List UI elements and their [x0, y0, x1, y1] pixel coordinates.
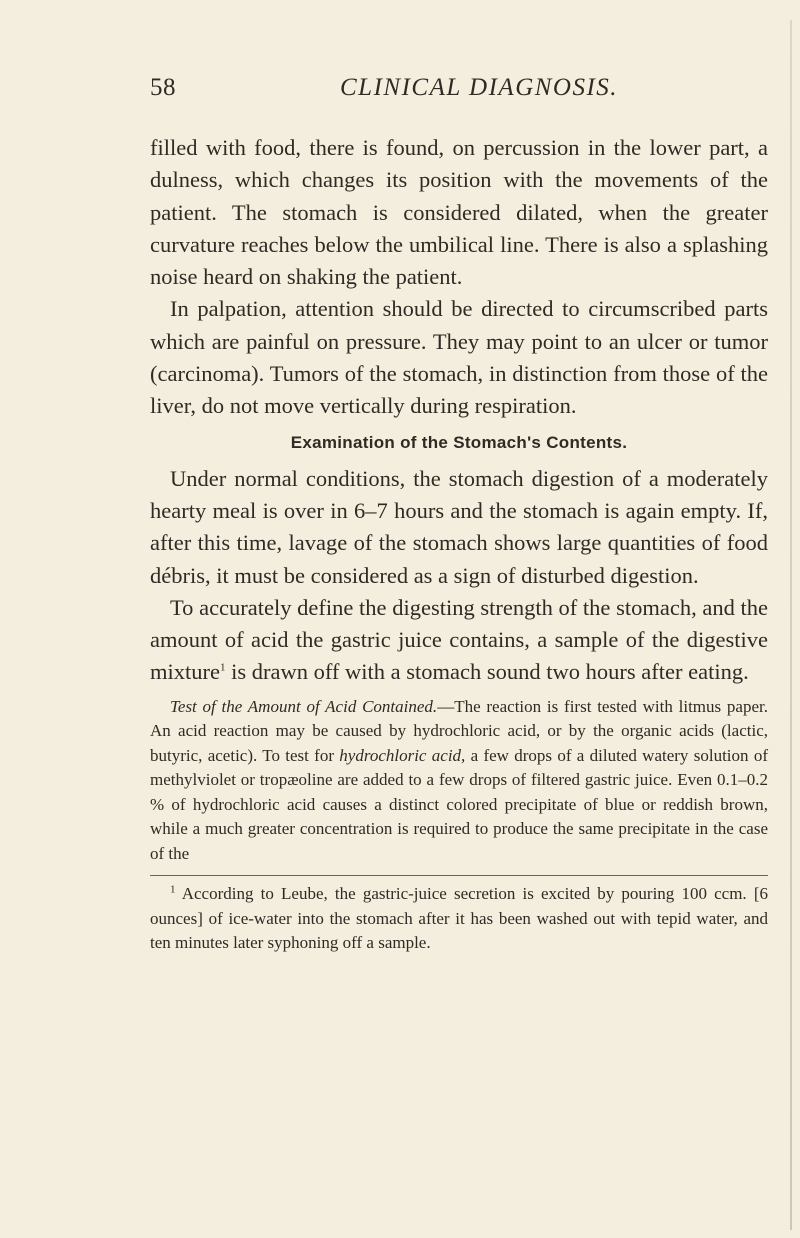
section-heading: Examination of the Stomach's Contents. [290, 432, 628, 452]
footnote-divider [150, 875, 768, 876]
paragraph-text: is drawn off with a stomach sound two hours after eating. [225, 659, 749, 685]
paragraph-palpation: In palpation, attention should be directed to circumscribed parts which are painful on pressure. They may point to an ulcer or tumor (carcinoma). Tumors of the stomach, in distinction from those of the liver, do not move vertically during respiration. [150, 296, 768, 419]
run-in-title: Test of the Amount of Acid Contained. [170, 696, 438, 716]
paragraph-text: To accurately define the digesting strength of the stomach, and the amount of acid the gastric juice contains, a sample of the digestive mixture [150, 594, 768, 685]
emphasized-term: hydrochloric acid, [339, 745, 466, 765]
footnote-marker: 1 [170, 883, 176, 896]
paragraph-digesting-strength [150, 592, 768, 689]
footnote-reference: 1 [219, 661, 226, 674]
paragraph-text: a few drops of a diluted watery solution of methylviolet or tropæoline are added to a few drops of filtered gastric juice. Even 0.1–0.2 % of hydrochloric acid causes a distinct colored precipitate of blue or reddish brown, while a much greater concentration is required to produce the same precipitate in the case of the [150, 745, 768, 863]
footnote [150, 882, 768, 956]
page-number: 58 [150, 74, 176, 101]
page-body [150, 132, 768, 956]
running-head [150, 74, 770, 114]
running-title: CLINICAL DIAGNOSIS. [340, 74, 619, 101]
footnote-text: According to Leube, the gastric-juice secretion is excited by pouring 100 ccm. [6 ounces] of ice-water into the stomach after it has been washed out with tepid water, and ten minutes later syphoning off a sample. [150, 884, 768, 953]
paragraph-normal-conditions: Under normal conditions, the stomach digestion of a moderately hearty meal is over in 6–7 hours and the stomach is again empty. If, after this time, lavage of the stomach shows large quantities of food débris, it must be considered as a sign of disturbed digestion. [150, 465, 768, 588]
paragraph-acid-test [150, 695, 768, 867]
paragraph-text: —The reaction is first tested with litmus paper. An acid reaction may be caused by hydrochloric acid, or by the organic acids (lactic, butyric, acetic). To test for [150, 696, 768, 765]
page-edge [790, 20, 792, 1230]
paragraph-percussion: filled with food, there is found, on percussion in the lower part, a dulness, which changes its position with the movements of the patient. The stomach is considered dilated, when the greater curvature reaches below the umbilical line. There is also a splashing noise heard on shaking the patient. [150, 135, 768, 290]
